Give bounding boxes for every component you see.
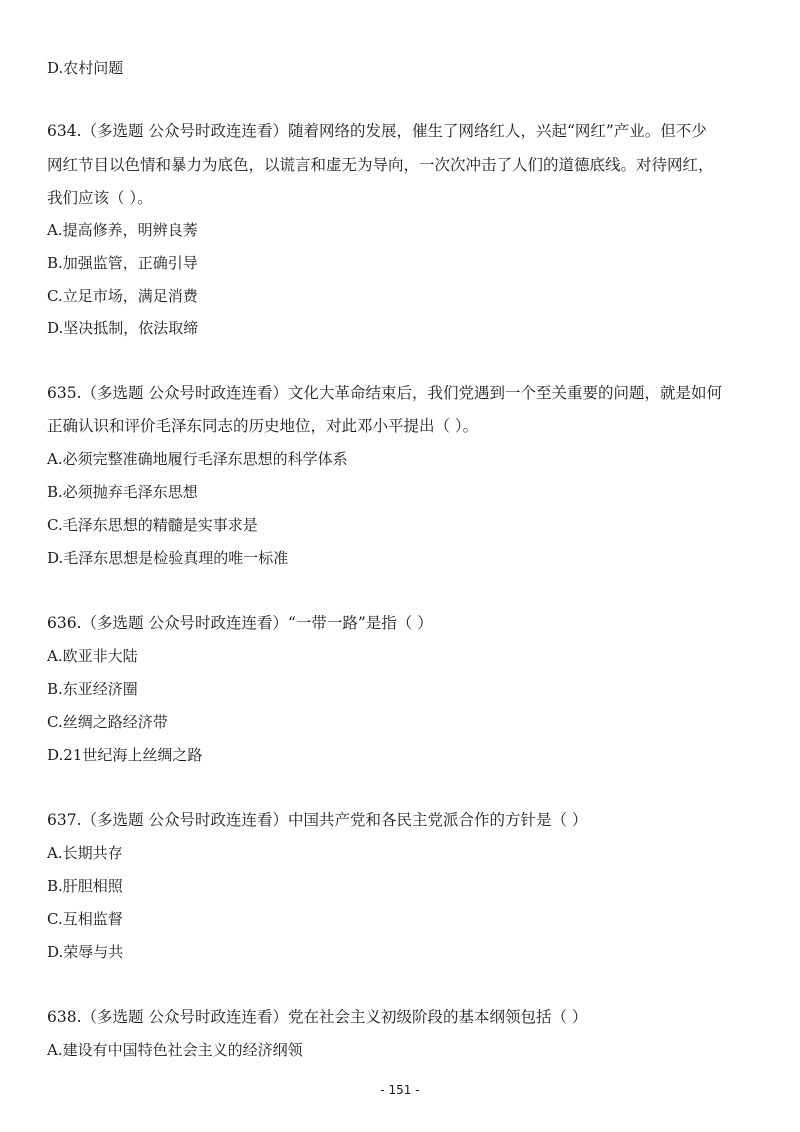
option-c: C.立足市场，满足消费 — [47, 287, 198, 305]
question-stem-line: 636.（多选题 公众号时政连连看）“一带一路”是指（ ） — [47, 614, 433, 632]
question-stem-line: 我们应该（ ）。 — [47, 189, 153, 207]
option-b: B.肝胆相照 — [47, 877, 123, 895]
option-d: D.毛泽东思想是检验真理的唯一标准 — [47, 549, 289, 567]
option-a: A.欧亚非大陆 — [47, 647, 138, 665]
question-stem-line: 网红节目以色情和暴力为底色，以谎言和虚无为导向，一次次冲击了人们的道德底线。对待网红， — [47, 156, 714, 174]
option-c: C.互相监督 — [47, 910, 123, 928]
option-c: C.毛泽东思想的精髓是实事求是 — [47, 516, 258, 534]
option-b: B.必须抛弃毛泽东思想 — [47, 483, 198, 501]
option-d: D.21世纪海上丝绸之路 — [47, 746, 203, 764]
question-stem-line: 637.（多选题 公众号时政连连看）中国共产党和各民主党派合作的方针是（ ） — [47, 811, 588, 829]
option-d: D.坚决抵制，依法取缔 — [47, 319, 199, 337]
option-a: A.必须完整准确地履行毛泽东思想的科学体系 — [47, 450, 348, 468]
option-b: B.加强监管，正确引导 — [47, 254, 198, 272]
question-stem-line: 635.（多选题 公众号时政连连看）文化大革命结束后，我们党遇到一个至关重要的问题，就是如何 — [47, 384, 722, 402]
option-a: A.建设有中国特色社会主义的经济纲领 — [47, 1041, 303, 1059]
option-b: B.东亚经济圈 — [47, 680, 138, 698]
option-text: D.农村问题 — [47, 59, 124, 77]
question-stem-line: 正确认识和评价毛泽东同志的历史地位，对此邓小平提出（ ）。 — [47, 417, 479, 435]
option-a: A.长期共存 — [47, 844, 123, 862]
question-stem-line: 634.（多选题 公众号时政连连看）随着网络的发展，催生了网络红人，兴起“网红”产业。但不少 — [47, 122, 707, 140]
option-d: D.荣辱与共 — [47, 943, 124, 961]
option-c: C.丝绸之路经济带 — [47, 713, 168, 731]
question-stem-line: 638.（多选题 公众号时政连连看）党在社会主义初级阶段的基本纲领包括（ ） — [47, 1008, 588, 1026]
page-number: - 151 - — [380, 1083, 420, 1097]
option-a: A.提高修养，明辨良莠 — [47, 221, 198, 239]
